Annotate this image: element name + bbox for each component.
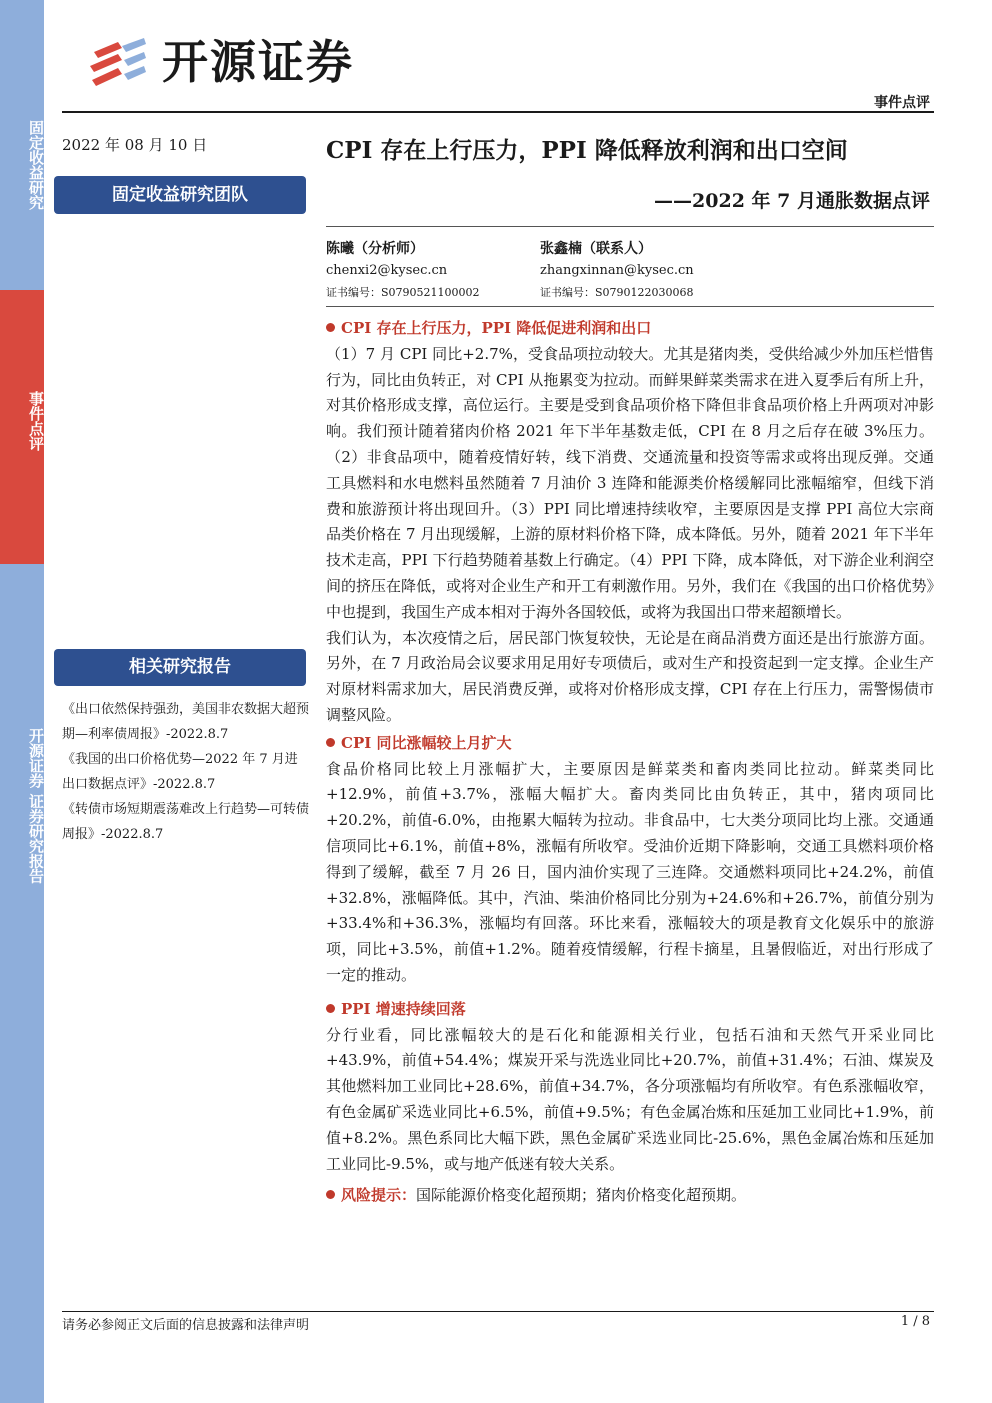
- page-number: 1 / 8: [900, 1314, 930, 1329]
- bullet-dot-icon: [326, 1004, 335, 1013]
- body-paragraph: 食品价格同比较上月涨幅扩大，主要原因是鲜菜类和畜肉类同比拉动。鲜菜类同比+12.9%，前值+3.7%，涨幅大幅扩大。畜肉类同比由负转正，其中，猪肉项同比+20.2%，前值-6.0%，由拖累大幅转为拉动。非食品中，七大类分项同比均上涨。交通通信项同比+6.1%，前值+8%，涨幅有所收窄。受油价近期下降影响，交通工具燃料项价格得到了缓解，截至 7 月 26 日，国内油价实现了三连降。交通燃料项同比+24.2%，前值+32.8%，涨幅降低。其中，汽油、柴油价格同比分别为+24.6%和+26.7%，前值分别为+33.4%和+36.3%，涨幅均有回落。环比来看，涨幅较大的项是教育文化娱乐中的旅游项，同比+3.5%，前值+1.2%。随着疫情缓解，行程卡摘星，且暑假临近，对出行形成了一定的推动。: [326, 759, 934, 984]
- sidebar-section-event-review: 事件点评: [27, 391, 45, 451]
- related-report-link[interactable]: 《我国的出口价格优势—2022 年 7 月进出口数据点评》-2022.8.7: [62, 752, 298, 792]
- report-subtitle: ——2022 年 7 月通胀数据点评: [654, 190, 930, 212]
- body-paragraph: 我们认为，本次疫情之后，居民部门恢复较快，无论是在商品消费方面还是出行旅游方面。另外，在 7 月政治局会议要求用足用好专项债后，或对生产和投资起到一定支撑。企业生产对原材料需求加大，居民消费反弹，或将对价格形成支撑，CPI 存在上行压力，需警惕债市调整风险。: [326, 628, 934, 724]
- related-report-link[interactable]: 《转债市场短期震荡难改上行趋势—可转债周报》-2022.8.7: [62, 802, 310, 842]
- section-heading: CPI 存在上行压力，PPI 降低促进利润和出口: [326, 316, 934, 342]
- author-cert: 证书编号：S0790122030068: [540, 286, 694, 299]
- body-paragraph: 分行业看，同比涨幅较大的是石化和能源相关行业，包括石油和天然气开采业同比+43.9%，前值+54.4%；煤炭开采与洗选业同比+20.7%，前值+31.4%；石油、煤炭及其他燃料加工业同比+28.6%，前值+34.7%，各分项涨幅均有所收窄。有色系涨幅收窄，有色金属矿采选业同比+6.5%，前值+9.5%；有色金属冶炼和压延加工业同比+1.9%，前值+8.2%。黑色系同比大幅下跌，黑色金属矿采选业同比-25.6%，黑色金属冶炼和压延加工业同比-9.5%，或与地产低迷有较大关系。: [326, 1025, 934, 1173]
- author-divider: [326, 306, 934, 307]
- section-heading: CPI 同比涨幅较上月扩大: [326, 731, 934, 757]
- author-email[interactable]: zhangxinnan@kysec.cn: [540, 263, 694, 278]
- title-divider: [326, 226, 934, 227]
- report-body: [326, 314, 934, 1209]
- author-email[interactable]: chenxi2@kysec.cn: [326, 263, 448, 278]
- related-reports-list: [62, 697, 310, 847]
- author-block: [326, 238, 480, 304]
- risk-text: 国际能源价格变化超预期；猪肉价格变化超预期。: [416, 1186, 747, 1205]
- report-type-label: 事件点评: [874, 95, 930, 111]
- bullet-dot-icon: [326, 738, 335, 747]
- author-block: [540, 238, 694, 304]
- author-cert: 证书编号：S0790521100002: [326, 286, 480, 299]
- risk-warning: [326, 1183, 934, 1209]
- bullet-dot-icon: [326, 323, 335, 332]
- risk-label: 风险提示：: [341, 1186, 417, 1205]
- sidebar-section-fixed-income: 固定收益研究: [27, 120, 45, 210]
- related-report-link[interactable]: 《出口依然保持强劲，美国非农数据大超预期—利率债周报》-2022.8.7: [62, 702, 310, 742]
- footer-divider: [62, 1311, 934, 1312]
- report-title: CPI 存在上行压力，PPI 降低释放利润和出口空间: [326, 137, 848, 164]
- report-date: 2022 年 08 月 10 日: [62, 136, 208, 154]
- brand-logo-icon: [88, 36, 148, 92]
- sidebar-bottom-band: [0, 564, 44, 1403]
- author-name: 张鑫楠（联系人）: [540, 241, 652, 257]
- related-reports-heading: 相关研究报告: [54, 649, 306, 686]
- sidebar-section-company: 开源证券 证券研究报告: [27, 728, 45, 884]
- brand-name: 开源证券: [162, 35, 354, 89]
- team-label: 固定收益研究团队: [54, 176, 306, 214]
- bullet-dot-icon: [326, 1190, 335, 1199]
- header-divider: [62, 111, 934, 113]
- author-name: 陈曦（分析师）: [326, 241, 424, 257]
- section-heading: PPI 增速持续回落: [326, 997, 934, 1023]
- footer-disclaimer: 请务必参阅正文后面的信息披露和法律声明: [62, 1318, 310, 1333]
- body-paragraph: （1）7 月 CPI 同比+2.7%，受食品项拉动较大。尤其是猪肉类，受供给减少外加压栏惜售行为，同比由负转正，对 CPI 从拖累变为拉动。而鲜果鲜菜类需求在进入夏季后有所上升，对其价格形成支撑，高位运行。主要是受到食品项价格下降但非食品项价格上升两项对冲影响。我们预计随着猪肉价格 2021 年下半年基数走低，CPI 在 8 月之后存在破 3%压力。（2）非食品项中，随着疫情好转，线下消费、交通流量和投资等需求或将出现反弹。交通工具燃料和水电燃料虽然随着 7 月油价 3 连降和能源类价格缓解同比涨幅缩窄，但线下消费和旅游预计将出现回升。（3）PPI 同比增速持续收窄，主要原因是支撑 PPI 高位大宗商品类价格在 7 月出现缓解，上游的原材料价格下降，成本降低。另外，随着 2021 年下半年技术走高，PPI 下行趋势随着基数上行确定。（4）PPI 下降，成本降低，对下游企业利润空间的挤压在降低，或将对企业生产和开工有刺激作用。另外，我们在《我国的出口价格优势》中也提到，我国生产成本相对于海外各国较低，或将为我国出口带来超额增长。: [326, 344, 934, 621]
